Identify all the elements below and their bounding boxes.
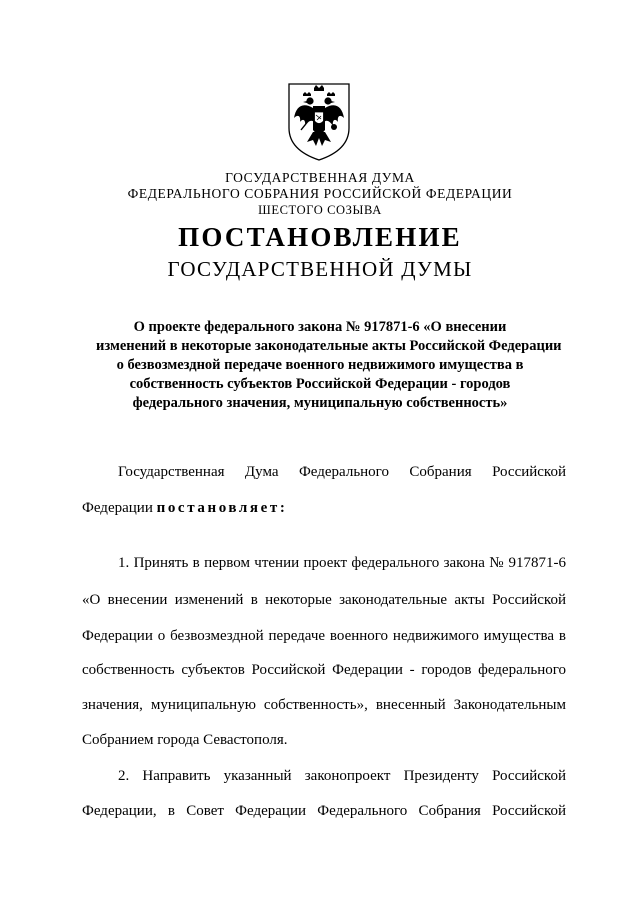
coat-of-arms-icon: [283, 80, 355, 162]
preamble-emphasis: постановляет:: [156, 500, 288, 516]
document-issuer-subtitle: ГОСУДАРСТВЕННОЙ ДУМЫ: [167, 257, 473, 281]
paragraph-1-line: собственность субъектов Российской Федерации - городов федерального: [82, 662, 566, 678]
subject-line: собственность субъектов Российской Федерации - городов: [129, 376, 511, 392]
issuer-line-3: ШЕСТОГО СОЗЫВА: [258, 203, 382, 217]
subject-line: о безвозмездной передаче военного недвижимого имущества в: [116, 357, 524, 373]
preamble-text: Федерации: [82, 500, 153, 516]
paragraph-1-line: 1. Принять в первом чтении проект федерального закона № 917871-6: [118, 555, 566, 571]
paragraph-2-line: 2. Направить указанный законопроект Президенту Российской: [118, 768, 566, 784]
paragraph-1-line: «О внесении изменений в некоторые законодательные акты Российской: [82, 592, 566, 608]
subject-line: федерального значения, муниципальную собственность»: [132, 395, 508, 411]
issuer-line-2: ФЕДЕРАЛЬНОГО СОБРАНИЯ РОССИЙСКОЙ ФЕДЕРАЦИИ: [127, 186, 513, 201]
issuer-line-1: ГОСУДАРСТВЕННАЯ ДУМА: [225, 170, 415, 185]
preamble-line: [82, 498, 566, 518]
subject-line: изменений в некоторые законодательные акты Российской Федерации: [96, 338, 562, 354]
paragraph-2-line: Федерации, в Совет Федерации Федерального Собрания Российской: [82, 803, 566, 819]
paragraph-1-line: Собранием города Севастополя.: [82, 732, 288, 748]
resolution-subject: [96, 318, 562, 413]
subject-line: О проекте федерального закона № 917871-6 «О внесении: [133, 319, 507, 335]
document-type-title: ПОСТАНОВЛЕНИЕ: [178, 222, 462, 252]
paragraph-1-line: значения, муниципальную собственность», внесенный Законодательным: [82, 697, 566, 713]
preamble-line: Государственная Дума Федерального Собрания Российской: [118, 464, 566, 480]
paragraph-1-line: Федерации о безвозмездной передаче военного недвижимого имущества в: [82, 628, 566, 644]
